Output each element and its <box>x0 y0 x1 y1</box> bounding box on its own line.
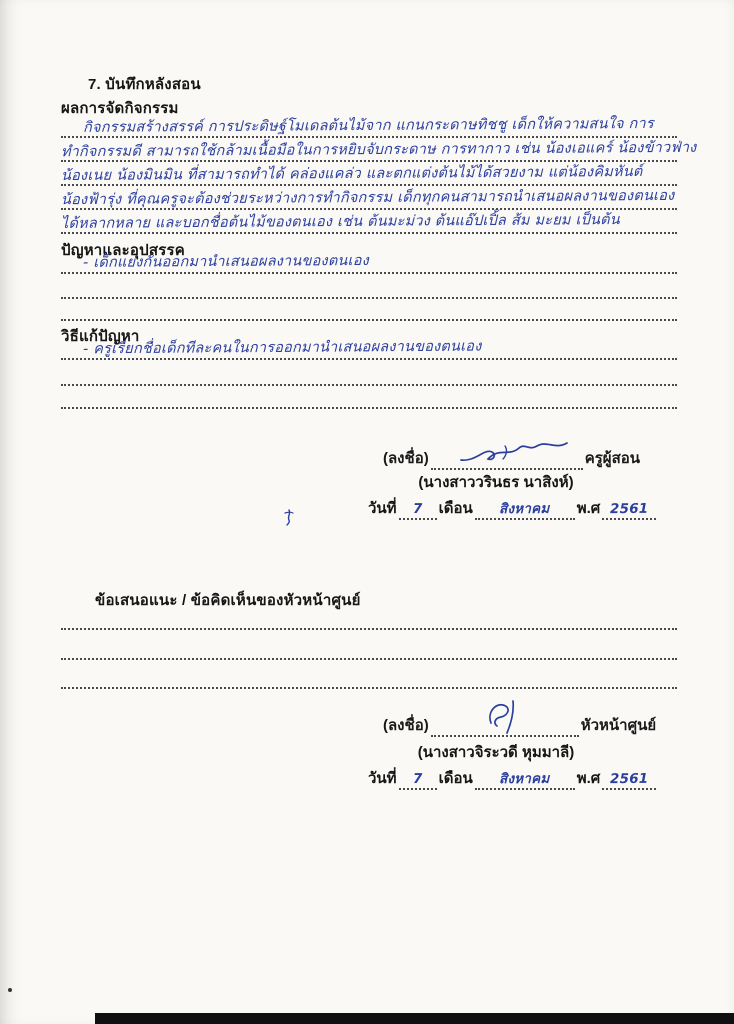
teacher-role-label: ครูผู้สอน <box>584 450 641 467</box>
teacher-signature-row <box>383 446 640 470</box>
handwritten-year: 2561 <box>610 771 649 788</box>
month-field <box>475 502 575 520</box>
problems-line <box>61 250 677 274</box>
handwritten-month: สิงหาคม <box>499 500 550 518</box>
signature-dotted-line <box>431 721 579 737</box>
stray-ink-mark <box>282 508 296 526</box>
head-signature-mark <box>483 699 529 737</box>
scan-artifact-bar <box>95 1013 734 1024</box>
year-field <box>602 772 656 790</box>
head-date-row <box>368 766 658 790</box>
era-label: พ.ศ <box>576 770 601 787</box>
suggestions-line <box>61 606 677 630</box>
handwritten-text: น้องเนย น้องมินมิน ที่สามารถทำได้ คล่องแคล่ว และตกแต่งต้นไม้ได้สวยงาม แต่น้องคิมหันต์ <box>60 164 643 185</box>
teacher-date-row <box>368 496 658 520</box>
teacher-name: (นางสาววรินธร นาสิงห์) <box>418 474 574 491</box>
solutions-line <box>61 362 677 386</box>
month-label: เดือน <box>438 500 473 517</box>
activity-results-heading: ผลการจัดกิจกรรม <box>61 100 179 117</box>
problems-line <box>61 297 677 321</box>
problems-line <box>61 275 677 299</box>
signature-dotted-line <box>431 454 583 470</box>
suggestions-line <box>61 636 677 660</box>
handwritten-month: สิงหาคม <box>499 770 550 788</box>
head-signature-row <box>383 713 656 737</box>
teacher-signature-mark <box>459 438 569 466</box>
solutions-heading: วิธีแก้ปัญหา <box>61 328 140 345</box>
activity-line <box>61 162 677 186</box>
handwritten-text: - ครูเรียกชื่อเด็กทีละคนในการออกมานำเสนอผลงานของตนเอง <box>82 338 482 358</box>
month-field <box>475 772 575 790</box>
date-label: วันที่ <box>368 770 397 787</box>
day-field <box>399 772 437 790</box>
handwritten-day: 7 <box>412 771 423 788</box>
date-label: วันที่ <box>368 500 397 517</box>
problems-heading: ปัญหาและอุปสรรค <box>61 242 185 259</box>
section-title: 7. บันทึกหลังสอน <box>88 76 201 93</box>
scan-speck <box>8 988 12 992</box>
day-field <box>399 502 437 520</box>
month-label: เดือน <box>438 770 473 787</box>
handwritten-text: ได้หลากหลาย และบอกชื่อต้นไม้ของตนเอง เช่น ต้นมะม่วง ต้นแอ๊ปเปิ้ล ส้ม มะยม เป็นต้น <box>60 212 620 233</box>
era-label: พ.ศ <box>576 500 601 517</box>
activity-line <box>61 210 677 234</box>
activity-line <box>60 138 697 162</box>
activity-line <box>61 186 677 210</box>
handwritten-text: ทำกิจกรรมดี สามารถใช้กล้ามเนื้อมือในการหยิบจับกระดาษ การทากาว เช่น น้องเอแคร์ น้องข้าวฟ่าง <box>60 139 697 161</box>
sign-label: (ลงชื่อ) <box>383 450 429 467</box>
sign-label: (ลงชื่อ) <box>383 717 429 734</box>
handwritten-day: 7 <box>412 501 423 518</box>
solutions-line <box>61 336 677 360</box>
handwritten-year: 2561 <box>610 501 649 518</box>
suggestions-heading: ข้อเสนอแนะ / ข้อคิดเห็นของหัวหน้าศูนย์ <box>95 592 361 609</box>
suggestions-line <box>61 665 677 689</box>
solutions-line <box>61 385 677 409</box>
handwritten-text: กิจกรรมสร้างสรรค์ การประดิษฐ์โมเดลต้นไม้จาก แกนกระดาษทิชชู เด็กให้ความสนใจ การ <box>82 115 654 136</box>
handwritten-text: - เด็กแย่งกันออกมานำเสนอผลงานของตนเอง <box>82 252 369 271</box>
year-field <box>602 502 656 520</box>
head-name: (นางสาวจิระวดี หุมมาลี) <box>417 744 575 761</box>
handwritten-text: น้องฟ้ารุ่ง ที่คุณครูจะต้องช่วยระหว่างการทำกิจกรรม เด็กทุกคนสามารถนำเสนอผลงานของตนเอง <box>60 187 675 209</box>
head-role-label: หัวหน้าศูนย์ <box>580 717 657 734</box>
activity-line <box>61 114 677 138</box>
